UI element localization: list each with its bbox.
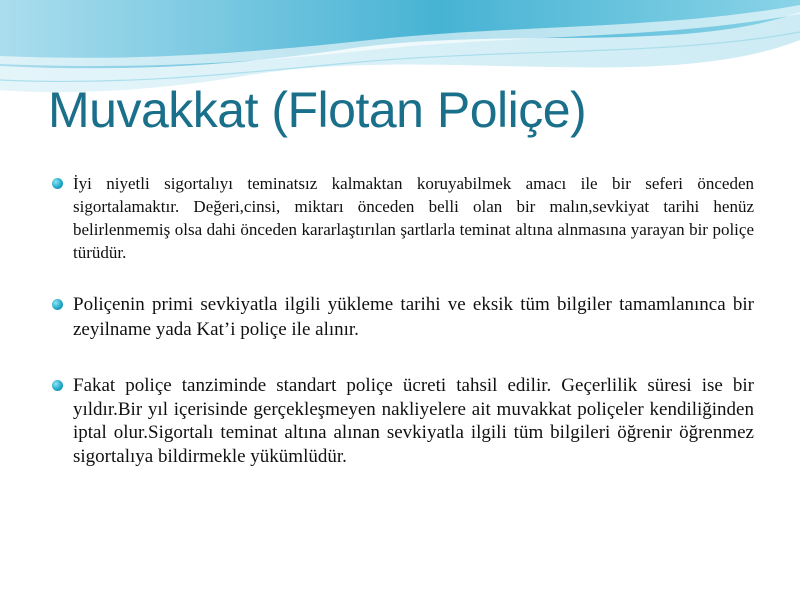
bullet-text-1: İyi niyetli sigortalıyı teminatsız kalmaktan koruyabilmek amacı ile bir seferi önceden sigortalamaktır. Değeri,cinsi, miktarı önceden belli olan bir malın,sevkiyat tarihi henüz belirlenmemiş olsa dahi önceden kararlaştırılan şartlarla teminat altına alnmasına yarayan bir poliçe türüdür. [73,174,754,262]
bullet-list [52,172,754,468]
bullet-dot-icon [52,380,63,391]
bullet-dot-icon [52,299,63,310]
bullet-item-3 [52,374,754,468]
bullet-text-2: Poliçenin primi sevkiyatla ilgili yükleme tarihi ve eksik tüm bilgiler tamamlanınca bir zeyilname yada Kat’i poliçe ile alınır. [73,294,754,340]
bullet-item-2 [52,292,754,342]
bullet-dot-icon [52,178,63,189]
bullet-text-3: Fakat poliçe tanziminde standart poliçe ücreti tahsil edilir. Geçerlilik süresi ise bir yıldır.Bir yıl içerisinde gerçekleşmeyen nakliyelere ait muvakkat poliçeler kendiliğinden iptal olur.Sigortalı teminat altına alınan sevkiyatla ilgili tüm bilgileri öğrenir öğrenmez sigortalıya bildirmekle yükümlüdür. [73,375,754,467]
bullet-item-1 [52,172,754,264]
slide-title: Muvakkat (Flotan Poliçe) [48,82,587,138]
